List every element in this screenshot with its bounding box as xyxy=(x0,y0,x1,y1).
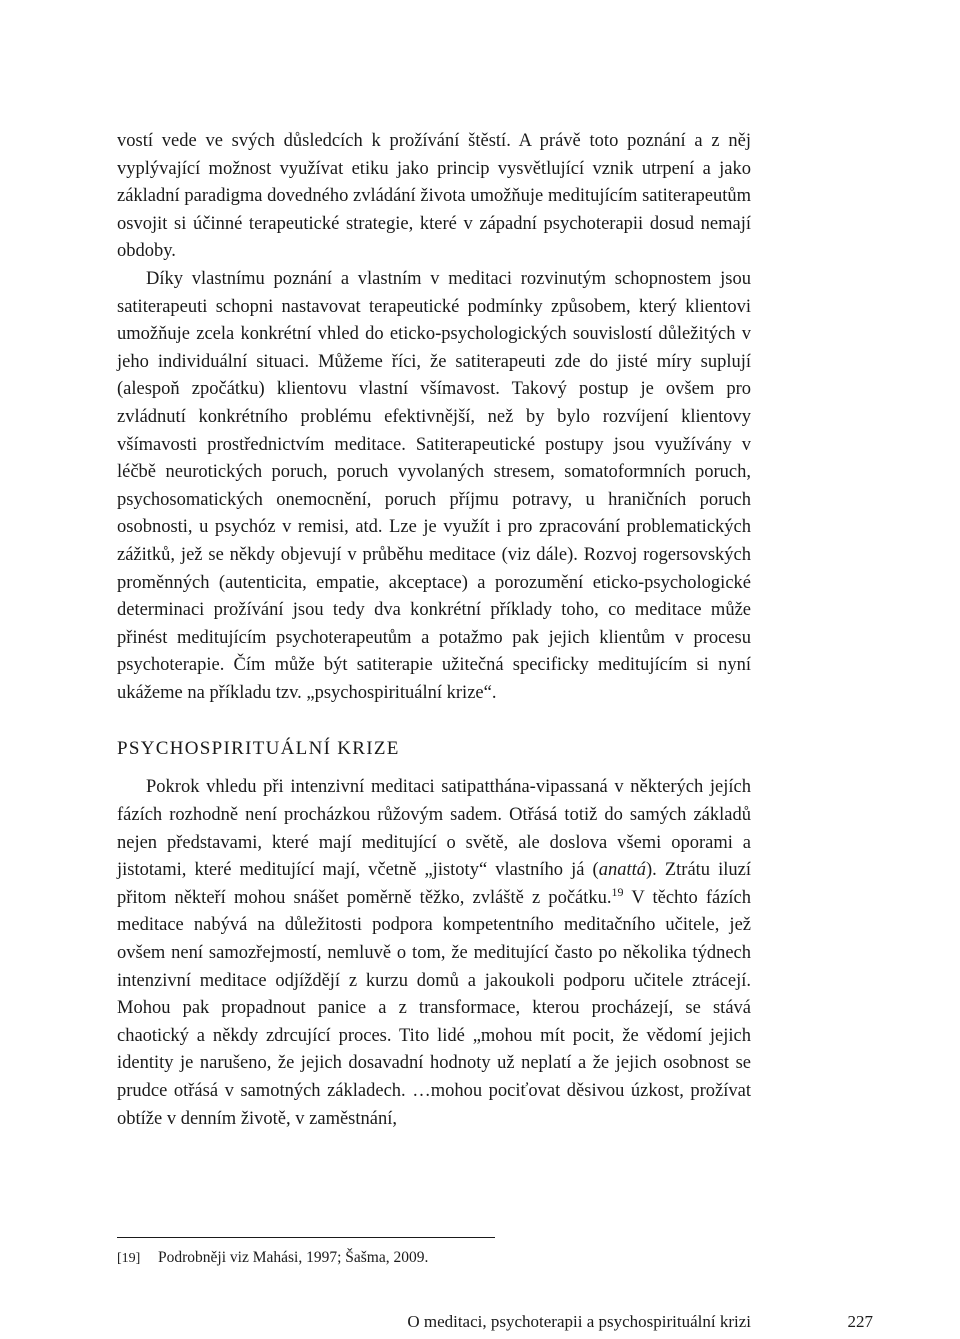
italic-term: anattá xyxy=(598,860,646,881)
footnote-separator xyxy=(117,1237,495,1238)
footnote-text: Podrobněji viz Mahási, 1997; Šašma, 2009. xyxy=(158,1249,429,1266)
page-body xyxy=(117,128,751,1133)
section-heading: PSYCHOSPIRITUÁLNÍ KRIZE xyxy=(117,738,400,760)
footnote xyxy=(117,1247,751,1270)
page-number: 227 xyxy=(847,1312,873,1331)
text-run: V těchto fázích meditace nabývá na důležitosti podpora kompetentního meditačního učitele, jež ovšem není samozřejmostí, nemluvě o tom, že meditující často po několika týdnech intenzivní meditace odjíždějí z kurzu domů a jakoukoli podporu učitele ztrácejí. Mohou pak propadnout panice a z transformace, kterou procházejí, se stává chaotický a někdy zdrcující proces. Tito lidé „mohou mít pocit, že vědomí jejich identity je narušeno, že jejich dosavadní hodnoty už neplatí a že jejich osobnost se prudce otřásá v samotných základech. …mohou pociťovat děsivou úzkost, prožívat obtíže v denním životě, v zaměstnání, xyxy=(117,887,752,1129)
text-run: ). Ztrátu iluzí přitom někteří mohou snášet poměrně těžko, zvláště z počátku. xyxy=(117,860,751,908)
footnote-reference[interactable]: 19 xyxy=(611,884,624,899)
text-run: Pokrok vhledu při intenzivní meditaci satipatthána-vipassaná v některých jejích fázích rozhodně není procházkou růžovým sadem. Otřásá totiž do samých základů nejen představami, které mají meditující o světě, ale doslova všemi oporami a jistotami, které meditující mají, včetně „jistoty“ vlastního já ( xyxy=(117,777,751,881)
paragraph: Díky vlastnímu poznání a vlastním v meditaci rozvinutým schopnostem jsou satiterapeuti schopni nastavovat terapeutické podmínky způsobem, který klientovi umožňuje zcela konkrétní vhled do eticko-psychologických souvislostí důležitých v jeho individuální situaci. Můžeme říci, že satiterapeuti zde do jisté míry suplují (alespoň zpočátku) klientovu vlastní všímavost. Takový postup je ovšem pro zvládnutí konkrétního problému efektivnější, než by bylo rozvíjení klientovy všímavosti prostřednictvím meditace. Satiterapeutické postupy jsou využívány v léčbě neurotických poruch, poruch vyvolaných stresem, somatoformních poruch, psychosomatických onemocnění, poruch příjmu potravy, u hraničních poruch osobnosti, u psychóz v remisi, atd. Lze je využít i pro zpracování problematických zážitků, jež se někdy objevují v průběhu meditace (viz dále). Rozvoj rogersovských proměnných (autenticita, empatie, akceptace) a porozumění eticko-psychologické determinaci prožívání jsou tedy dva konkrétní příklady toho, co meditace může přinést meditujícím psychoterapeutům a potažmo pak jejich klientům v procesu psychoterapie. Čím může být satiterapie užitečná specificky meditujícím si nyní ukážeme na příkladu tzv. „psychospirituální krize“. xyxy=(117,268,751,703)
paragraph-continued: vostí vede ve svých důsledcích k prožívání štěstí. A právě toto poznání a z něj vyplývající možnost využívat etiku jako princip vysvětlující vznik utrpení a jako základní paradigma dovedného zvládání života umožňuje meditujícím satiterapeutům osvojit si účinné terapeutické strategie, které v západní psychoterapii dosud nemají obdoby. xyxy=(117,131,751,262)
running-title: O meditaci, psychoterapii a psychospirituální krizi xyxy=(407,1312,751,1331)
paragraph xyxy=(117,774,751,1133)
footnote-number: [19] xyxy=(117,1251,141,1266)
